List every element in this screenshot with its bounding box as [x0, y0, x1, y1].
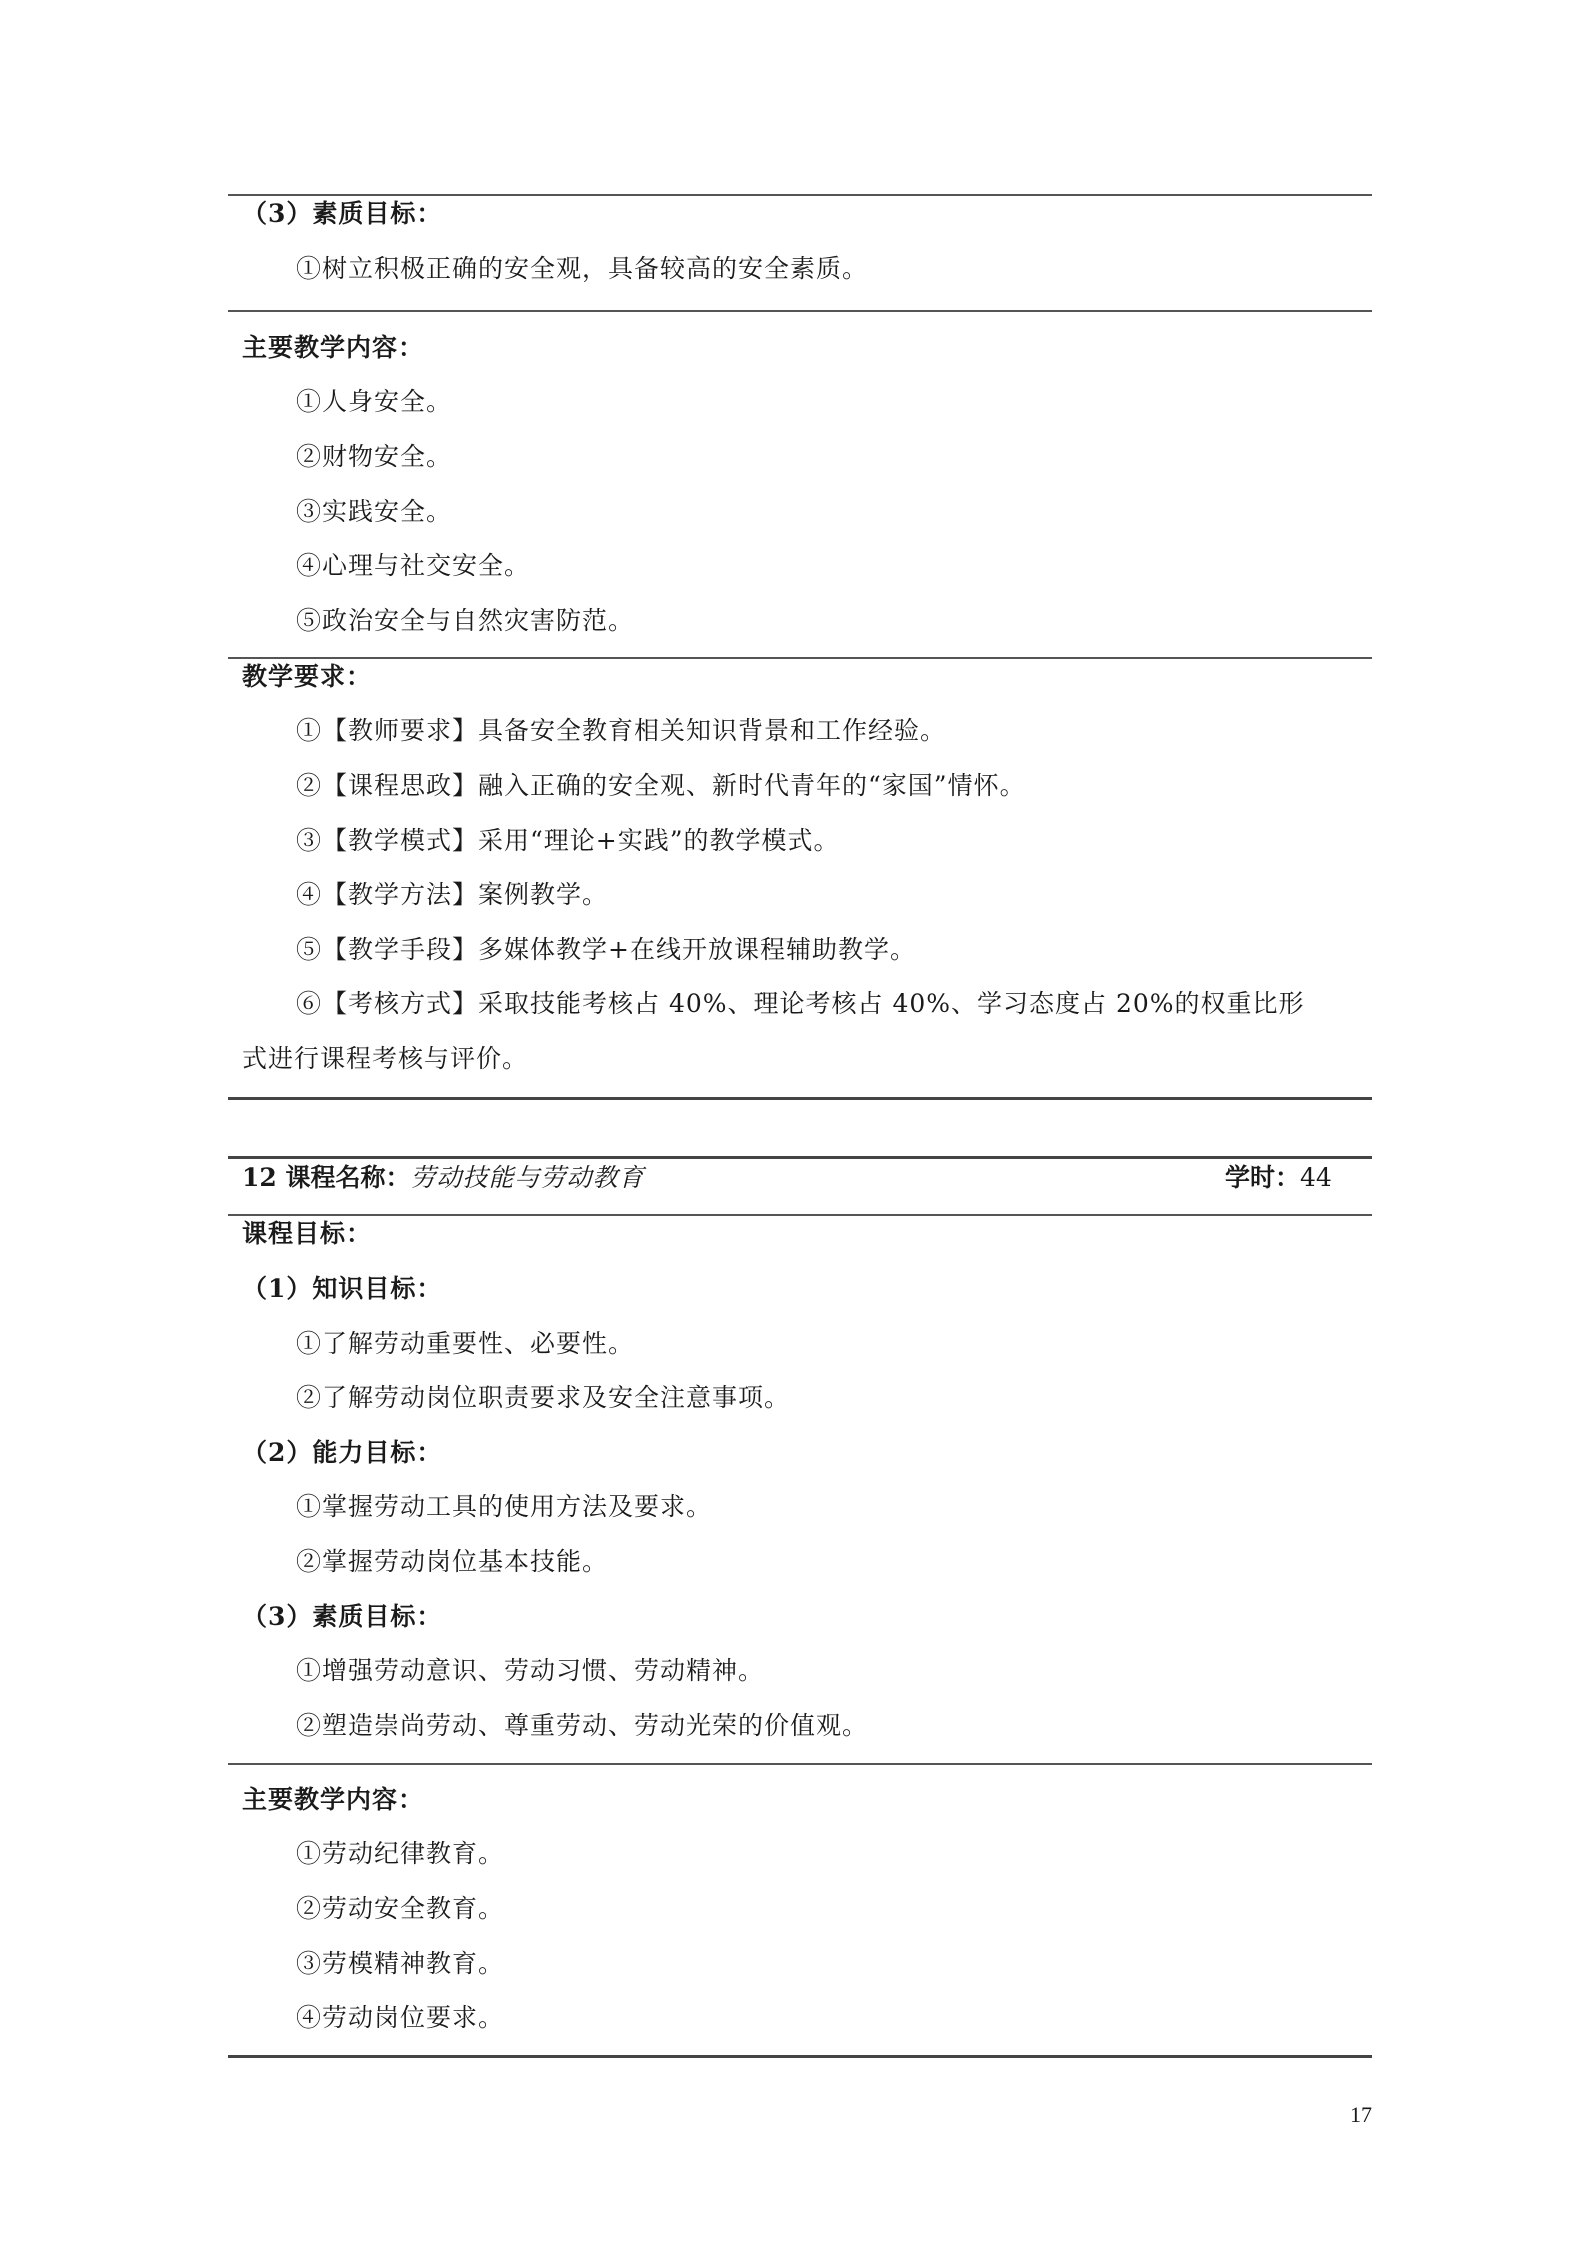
list-item: ①增强劳动意识、劳动习惯、劳动精神。 [296, 1656, 765, 1685]
list-item: ④心理与社交安全。 [296, 551, 531, 580]
knowledge-goals-heading: （1）知识目标： [242, 1274, 443, 1303]
list-item: ②了解劳动岗位职责要求及安全注意事项。 [296, 1383, 791, 1412]
course-number-label: 12 课程名称： [242, 1163, 411, 1192]
list-item: ⑤【教学手段】多媒体教学+在线开放课程辅助教学。 [296, 935, 916, 964]
list-item: ⑥【考核方式】采取技能考核占 40%、理论考核占 40%、学习态度占 20%的权重比形 [296, 989, 1305, 1018]
content-heading: 主要教学内容： [242, 1785, 425, 1814]
quality-goals-heading: （3）素质目标： [242, 1602, 443, 1631]
table-rule [228, 310, 1372, 312]
list-item: ①树立积极正确的安全观，具备较高的安全素质。 [296, 254, 869, 283]
table-rule [228, 1156, 1372, 1159]
hours-label: 学时： [1225, 1163, 1301, 1192]
list-item: ①【教师要求】具备安全教育相关知识背景和工作经验。 [296, 716, 947, 745]
list-item: ②掌握劳动岗位基本技能。 [296, 1547, 609, 1576]
list-item: ①掌握劳动工具的使用方法及要求。 [296, 1492, 713, 1521]
list-item: ②劳动安全教育。 [296, 1894, 505, 1923]
content-heading: 主要教学内容： [242, 333, 425, 362]
list-item-continuation: 式进行课程考核与评价。 [242, 1044, 529, 1073]
page-number: 17 [1350, 2102, 1372, 2127]
list-item: ①劳动纪律教育。 [296, 1839, 505, 1868]
list-item: ②财物安全。 [296, 442, 453, 471]
list-item: ③实践安全。 [296, 497, 453, 526]
table-rule [228, 1214, 1372, 1216]
table-rule [228, 1097, 1372, 1100]
list-item: ④劳动岗位要求。 [296, 2003, 505, 2032]
course-name: 劳动技能与劳动教育 [410, 1163, 645, 1192]
hours-value: 44 [1300, 1163, 1332, 1192]
list-item: ⑤政治安全与自然灾害防范。 [296, 606, 635, 635]
list-item: ①人身安全。 [296, 387, 453, 416]
requirements-heading: 教学要求： [242, 662, 373, 691]
goals-heading: 课程目标： [242, 1219, 373, 1248]
list-item: ④【教学方法】案例教学。 [296, 880, 609, 909]
table-rule [228, 1763, 1372, 1765]
quality-goals-heading: （3）素质目标： [242, 199, 443, 228]
list-item: ①了解劳动重要性、必要性。 [296, 1329, 635, 1358]
ability-goals-heading: （2）能力目标： [242, 1438, 443, 1467]
course-hours [1225, 1160, 1332, 1196]
list-item: ③劳模精神教育。 [296, 1949, 505, 1978]
course-title [242, 1160, 645, 1196]
list-item: ②【课程思政】融入正确的安全观、新时代青年的“家国”情怀。 [296, 771, 1026, 800]
table-rule [228, 2055, 1372, 2058]
list-item: ②塑造崇尚劳动、尊重劳动、劳动光荣的价值观。 [296, 1711, 869, 1740]
list-item: ③【教学模式】采用“理论+实践”的教学模式。 [296, 826, 840, 855]
table-rule [228, 657, 1372, 659]
